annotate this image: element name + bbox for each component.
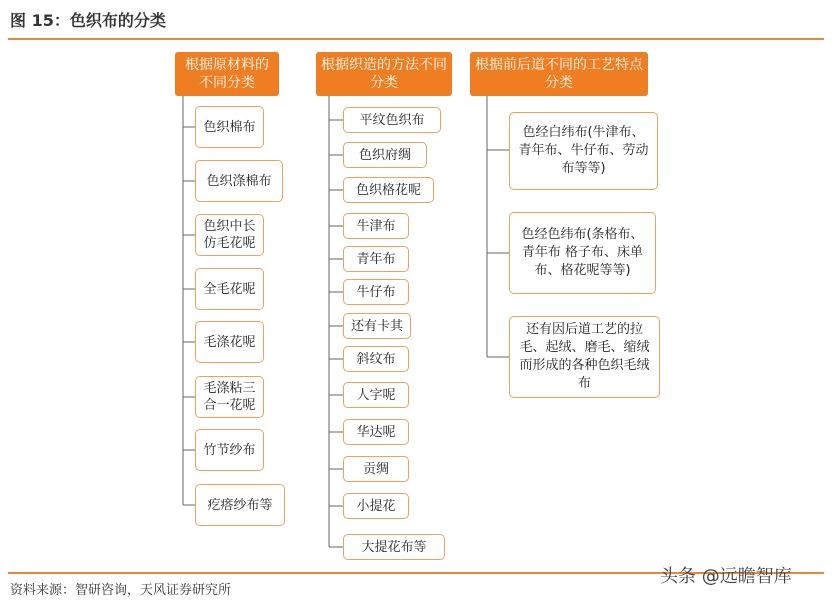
col2-item: 华达呢: [343, 419, 409, 445]
col1-item: 色织中长仿毛花呢: [195, 214, 264, 256]
source-note: 资料来源：智研咨询，天风证券研究所: [10, 583, 232, 598]
figure-title: 图 15：色织布的分类: [10, 11, 166, 30]
col2-item: 平纹色织布: [343, 107, 441, 133]
watermark: 头条 @远瞻智库: [660, 566, 792, 587]
col2-item: 大提花布等: [343, 534, 445, 560]
header-process-feature: 根据前后道不同的工艺特点分类: [470, 52, 648, 96]
col3-item: 还有因后道工艺的拉毛、起绒、磨毛、缩绒而形成的各种色织毛绒布: [509, 316, 660, 398]
col1-item: 色织涤棉布: [195, 160, 283, 202]
col1-item: 毛涤粘三合一花呢: [195, 376, 264, 418]
col3-item: 色经白纬布(牛津布、青年布、牛仔布、劳动布等等): [509, 112, 658, 190]
col2-item: 色织府绸: [343, 142, 427, 168]
col2-item: 人字呢: [343, 382, 409, 408]
col2-item: 色织格花呢: [343, 177, 434, 203]
col2-item: 小提花: [343, 493, 409, 519]
col2-item: 牛津布: [343, 213, 409, 239]
header-weaving-method: 根据织造的方法不同分类: [316, 52, 452, 96]
col3-item: 色经色纬布(条格布、青年布 格子布、床单布、格花呢等等): [509, 212, 656, 294]
col2-item: 斜纹布: [343, 346, 409, 372]
col2-item: 牛仔布: [343, 279, 409, 305]
col2-item: 贡绸: [343, 456, 409, 482]
col1-item: 全毛花呢: [195, 268, 264, 310]
col2-item: 还有卡其: [343, 313, 411, 339]
col1-item: 色织棉布: [195, 106, 264, 148]
col1-item: 毛涤花呢: [195, 321, 264, 363]
col1-item: 竹节纱布: [195, 429, 264, 471]
col2-item: 青年布: [343, 246, 409, 272]
col1-item: 疙瘩纱布等: [195, 484, 285, 526]
header-raw-material: 根据原材料的不同分类: [175, 52, 279, 96]
